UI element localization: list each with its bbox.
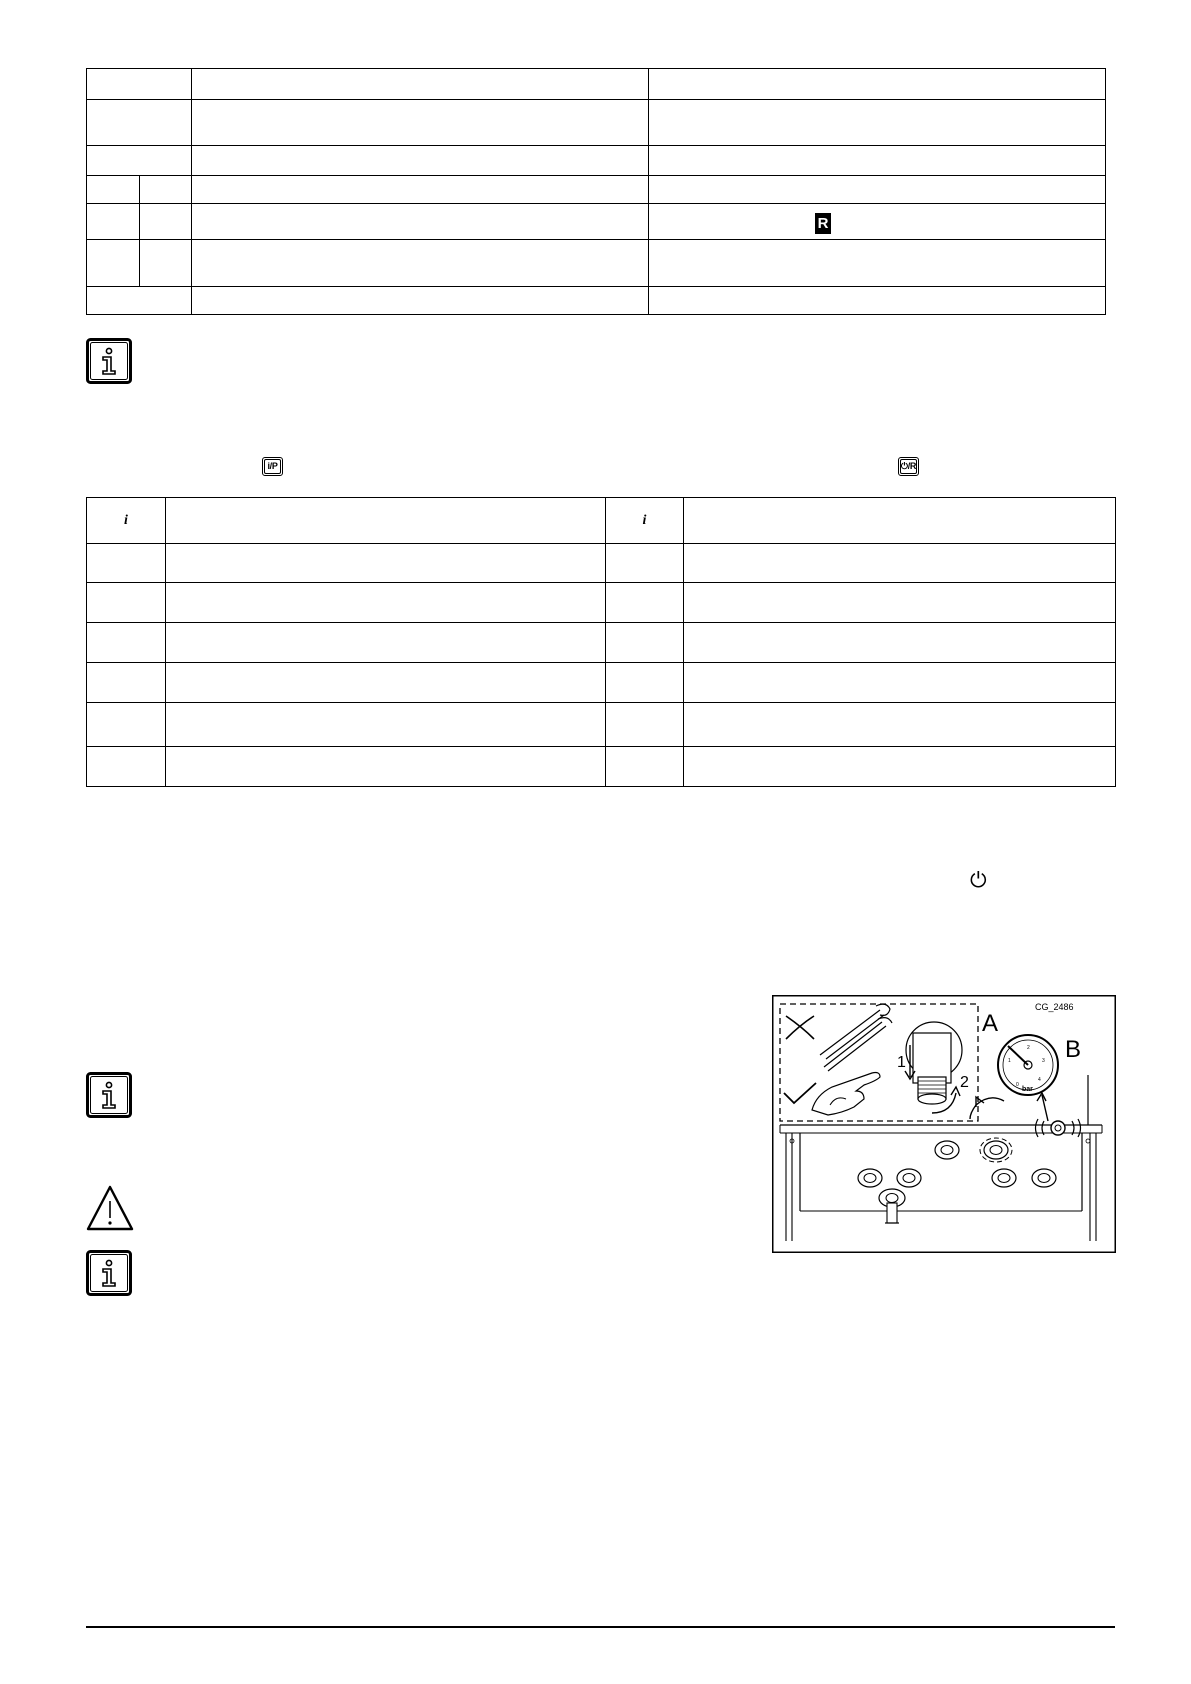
table-cell: [649, 146, 1106, 176]
label-a: A: [982, 1010, 999, 1037]
table-cell: [87, 287, 192, 315]
table-cell: [87, 240, 140, 287]
info-note-icon: [86, 1250, 132, 1296]
step-1-label: 1: [897, 1054, 906, 1071]
table-cell: [87, 176, 140, 204]
table-cell: [606, 623, 684, 663]
power-icon: ⏻: [970, 868, 987, 892]
info-symbol-icon: i: [87, 498, 166, 544]
table-cell: [684, 623, 1116, 663]
step-2-label: 2: [960, 1074, 969, 1091]
table-cell: [166, 663, 606, 703]
table-cell: [87, 747, 166, 787]
table-cell: [87, 623, 166, 663]
info-symbol-icon: i: [606, 498, 684, 544]
table-row: [87, 663, 1116, 703]
table-cell: [192, 69, 649, 100]
reset-key-icon: ⏻/R: [898, 457, 919, 476]
table-cell: [166, 583, 606, 623]
table-cell: [87, 146, 192, 176]
table-row: [87, 583, 1116, 623]
table-cell: [649, 240, 1106, 287]
gauge-tick: 2: [1027, 1045, 1030, 1051]
table-cell: [649, 69, 1106, 100]
table-row: [87, 146, 1106, 176]
table-cell: [192, 146, 649, 176]
table-row: [87, 204, 1106, 240]
table-cell: [166, 747, 606, 787]
table-cell: [192, 204, 649, 240]
footer-divider: [86, 1626, 1115, 1628]
table-row: [87, 176, 1106, 204]
top-table: [86, 68, 1106, 315]
table-cell: [140, 176, 192, 204]
gauge-tick: 3: [1042, 1058, 1045, 1064]
table-cell: [87, 69, 192, 100]
table-cell: [192, 287, 649, 315]
table-cell: [606, 583, 684, 623]
boiler-valve-figure: [772, 995, 1116, 1253]
reset-badge-icon: R: [815, 213, 831, 234]
table-cell: [87, 663, 166, 703]
info-note-icon: [86, 338, 132, 384]
table-cell: [606, 663, 684, 703]
table-cell: [684, 498, 1116, 544]
table-cell: [684, 583, 1116, 623]
table-cell: [192, 100, 649, 146]
figure-code: CG_2486: [1035, 1002, 1074, 1012]
table-cell: [606, 703, 684, 747]
table-cell: [684, 544, 1116, 583]
table-cell: [606, 544, 684, 583]
warning-triangle-icon: [86, 1184, 134, 1232]
table-cell: [649, 100, 1106, 146]
info-table: [86, 497, 1116, 787]
table-cell: [140, 240, 192, 287]
info-key-icon: i/P: [262, 457, 283, 476]
table-row: [87, 703, 1116, 747]
table-header-row: [87, 498, 1116, 544]
table-cell: [166, 498, 606, 544]
gauge-tick: 4: [1038, 1077, 1041, 1083]
table-row: [87, 623, 1116, 663]
table-cell: [684, 663, 1116, 703]
label-b: B: [1065, 1036, 1082, 1063]
table-cell: [166, 703, 606, 747]
gauge-tick: 0: [1016, 1082, 1019, 1088]
table-row: [87, 544, 1116, 583]
gauge-tick: 1: [1008, 1058, 1011, 1064]
gauge-unit: bar: [1022, 1086, 1033, 1093]
table-cell: [166, 623, 606, 663]
table-row: [87, 747, 1116, 787]
table-cell: [87, 544, 166, 583]
table-cell: [649, 287, 1106, 315]
table-row: [87, 100, 1106, 146]
table-row: [87, 240, 1106, 287]
table-cell: [87, 204, 140, 240]
table-cell: [649, 204, 1106, 240]
info-note-icon: [86, 1072, 132, 1118]
table-cell: [87, 703, 166, 747]
table-cell: [649, 176, 1106, 204]
table-cell: [684, 747, 1116, 787]
table-row: [87, 69, 1106, 100]
table-row: [87, 287, 1106, 315]
table-cell: [87, 100, 192, 146]
table-cell: [192, 176, 649, 204]
table-cell: [606, 747, 684, 787]
table-cell: [166, 544, 606, 583]
table-cell: [140, 204, 192, 240]
table-cell: [87, 583, 166, 623]
table-cell: [192, 240, 649, 287]
table-cell: [684, 703, 1116, 747]
